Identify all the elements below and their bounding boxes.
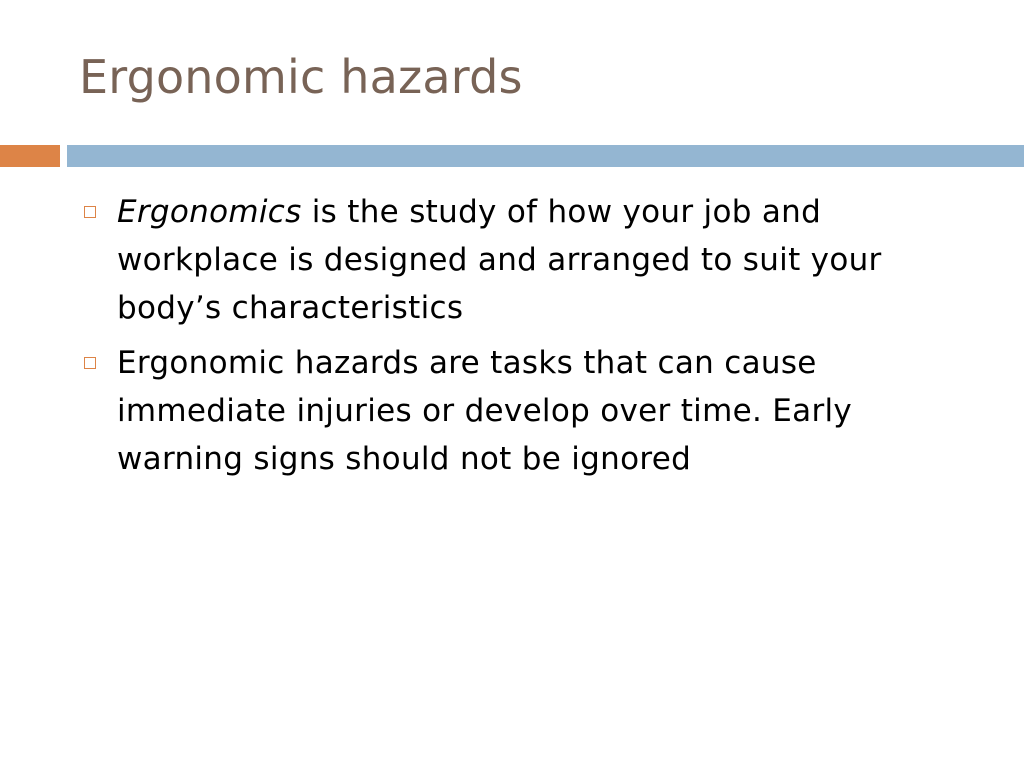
bullet-text: is the study of how your job and workplace is designed and arranged to suit your body’s characteristics	[117, 194, 882, 326]
bullet-text: Ergonomic hazards are tasks that can cause immediate injuries or develop over time. Early warning signs should not be ignored	[117, 345, 853, 477]
title-divider-bar	[67, 145, 1024, 167]
title-accent-bar	[0, 145, 60, 167]
bullet-item	[84, 339, 984, 483]
bullet-emphasis: Ergonomics	[117, 194, 302, 230]
bullet-item	[84, 188, 984, 332]
bullet-list	[84, 188, 984, 490]
square-bullet-icon	[84, 357, 96, 369]
slide-title: Ergonomic hazards	[79, 50, 523, 104]
square-bullet-icon	[84, 206, 96, 218]
